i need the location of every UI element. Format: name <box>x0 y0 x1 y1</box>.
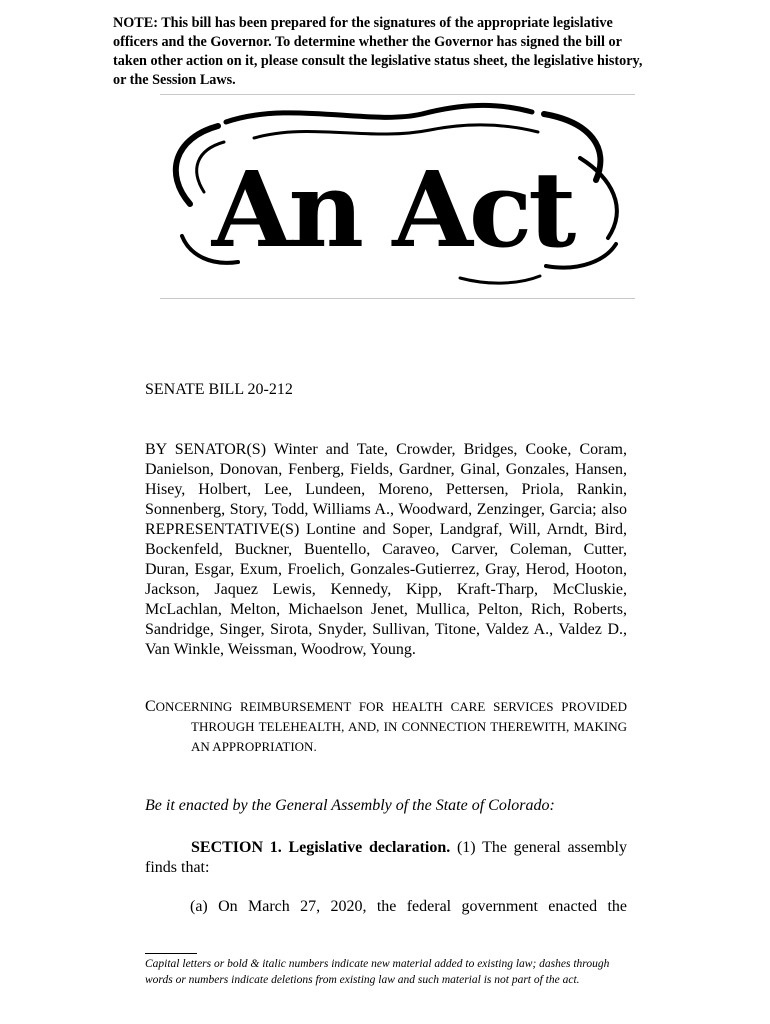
section-1-text: (1) The general assembly finds that: <box>145 839 627 876</box>
footnote: Capital letters or bold & italic numbers indicate new material added to existing law; dashes through words or numbers indicate deletions from existing law and such material is not part of the act. <box>145 958 610 986</box>
bill-number: SENATE BILL 20-212 <box>145 381 293 398</box>
sponsors-list: BY SENATOR(S) Winter and Tate, Crowder, Bridges, Cooke, Coram, Danielson, Donovan, Fenberg, Fields, Gardner, Ginal, Gonzales, Hansen, Hisey, Holbert, Lee, Lundeen, Moreno, Pettersen, Priola, Rankin, Sonnenberg, Story, Todd, Williams A., Woodward, Zenzinger, Garcia; also REPRESENTATIVE(S) Lontine and Soper, Landgraf, Will, Arndt, Bird, Bockenfeld, Buckner, Buentello, Caraveo, Carver, Coleman, Cutter, Duran, Esgar, Exum, Froelich, Gonzales-Gutierrez, Gray, Herod, Hooton, Jackson, Jaquez Lewis, Kennedy, Kipp, Kraft-Tharp, McCluskie, McLachlan, Melton, Michaelson Jenet, Mullica, Pelton, Rich, Roberts, Sandridge, Singer, Sirota, Snyder, Sullivan, Titone, Valdez A., Valdez D., Van Winkle, Weissman, Woodrow, Young. <box>145 441 627 658</box>
bill-title <box>145 697 627 757</box>
section-1 <box>145 838 627 878</box>
footnote-rule <box>145 953 197 954</box>
bill-title-line-1 <box>145 697 627 717</box>
section-1-heading: SECTION 1. Legislative declaration. <box>191 839 451 856</box>
banner-top-rule <box>160 94 635 95</box>
signature-note: NOTE: This bill has been prepared for the signatures of the appropriate legislative officers and the Governor. To determine whether the Governor has signed the bill or taken other action on it, please consult the legislative status sheet, the legislative history, or the Session Laws. <box>113 15 643 88</box>
bill-title-line-1-rest: ONCERNING REIMBURSEMENT FOR HEALTH CARE SERVICES PROVIDED <box>155 699 627 714</box>
bill-title-line-2: THROUGH TELEHEALTH, AND, IN CONNECTION THEREWITH, MAKING <box>191 719 627 734</box>
an-act-banner <box>160 96 635 298</box>
enacting-clause: Be it enacted by the General Assembly of the State of Colorado: <box>145 797 555 814</box>
bill-title-initial: C <box>145 698 156 715</box>
an-act-lettering: An Act <box>211 148 573 271</box>
paragraph-a: (a) On March 27, 2020, the federal government enacted the <box>190 898 627 915</box>
banner-bottom-rule <box>160 298 635 299</box>
bill-title-line-3: AN APPROPRIATION. <box>191 739 317 754</box>
